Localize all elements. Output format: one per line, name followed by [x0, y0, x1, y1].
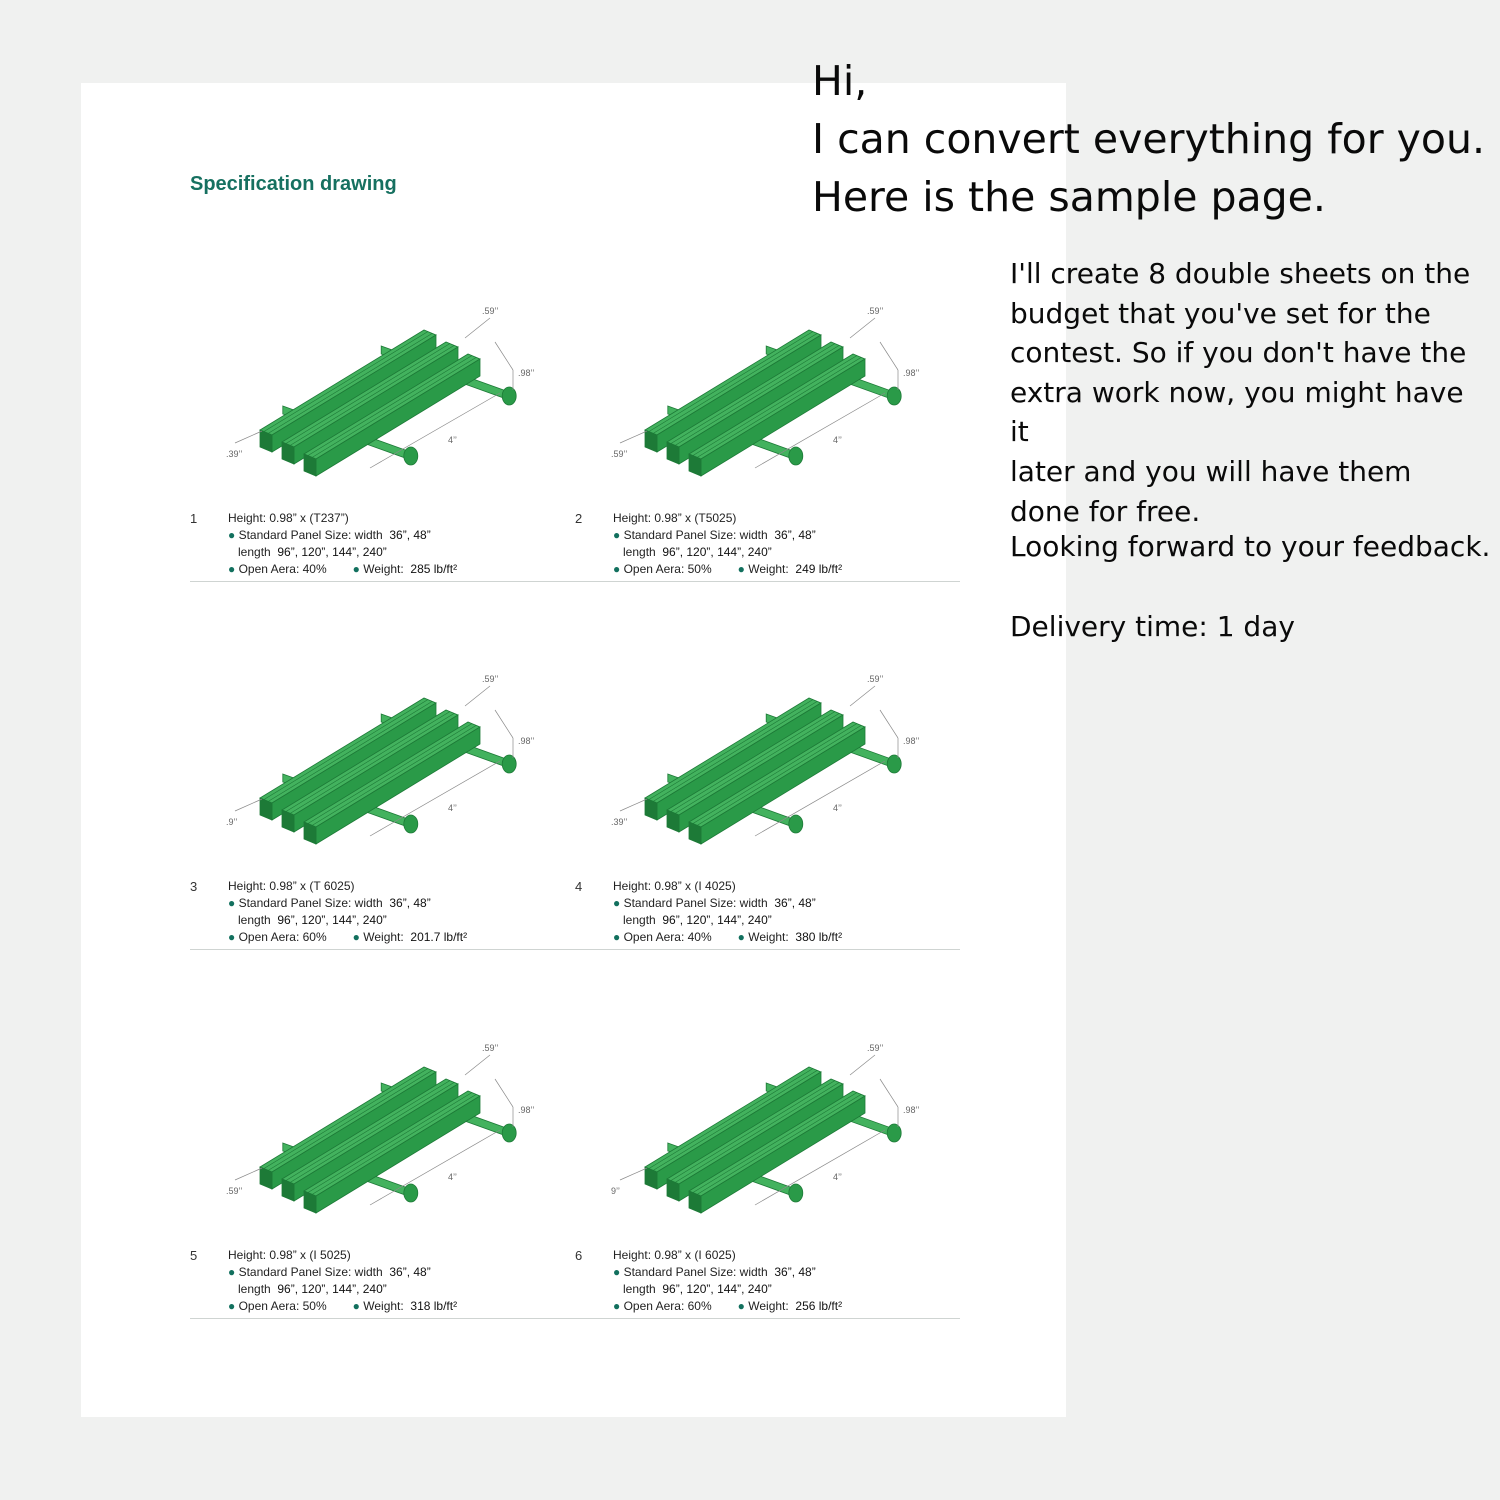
weight-label: Weight:	[748, 930, 789, 944]
dimension-line	[465, 1055, 490, 1075]
body-line: contest. So if you don't have the	[1010, 336, 1467, 370]
dimension-label: 4’’	[833, 435, 842, 445]
bullet-icon: ●	[613, 528, 621, 542]
spec-caption	[228, 1247, 457, 1315]
weight-label: Weight:	[748, 562, 789, 576]
body-line: done for free.	[1010, 494, 1201, 528]
dimension-line	[880, 342, 898, 370]
spec-number: 4	[575, 879, 583, 894]
rod-end	[404, 815, 418, 833]
bullet-icon: ●	[613, 1265, 621, 1279]
bullet-icon: ●	[737, 930, 745, 944]
rod-end	[789, 815, 803, 833]
dimension-line	[850, 686, 875, 706]
greeting-line: Here is the sample page.	[812, 173, 1326, 221]
bullet-icon: ●	[352, 930, 360, 944]
panel-width: 36”, 48”	[389, 1265, 431, 1279]
dimension-line	[620, 1168, 647, 1180]
height-label: Height: 0.98” x (T237”)	[228, 511, 349, 525]
dimension-label: 4’’	[448, 435, 457, 445]
dimension-line	[880, 1079, 898, 1107]
dimension-label: .98’’	[903, 368, 920, 378]
dimension-line	[495, 1079, 513, 1107]
divider-row-2	[190, 949, 960, 950]
greeting-line: I can convert everything for you.	[812, 115, 1485, 163]
length-label: length	[623, 913, 656, 927]
weight-label: Weight:	[363, 1299, 404, 1313]
bullet-icon: ●	[228, 930, 236, 944]
dimension-label: .9’’	[226, 817, 238, 827]
rod-end	[789, 1184, 803, 1202]
rod-end	[887, 1124, 901, 1142]
panel-label: Standard Panel Size: width	[623, 528, 768, 542]
bullet-icon: ●	[737, 1299, 745, 1313]
rod-end	[887, 387, 901, 405]
length-label: length	[238, 545, 271, 559]
feedback-line: Looking forward to your feedback.	[1010, 530, 1491, 563]
length-values: 96”, 120”, 144”, 240”	[662, 545, 772, 559]
rod-end	[502, 755, 516, 773]
body-line: budget that you've set for the	[1010, 296, 1431, 330]
rod-end	[789, 447, 803, 465]
dimension-label: .59’’	[611, 449, 628, 459]
rod-end	[404, 447, 418, 465]
length-label: length	[623, 545, 656, 559]
dimension-line	[465, 318, 490, 338]
grating-drawing	[226, 306, 534, 476]
spec-number: 2	[575, 511, 583, 526]
panel-width: 36”, 48”	[774, 1265, 816, 1279]
grating-drawing	[611, 306, 919, 476]
length-values: 96”, 120”, 144”, 240”	[277, 545, 387, 559]
grating-drawing	[611, 674, 919, 844]
bullet-icon: ●	[228, 528, 236, 542]
spec-item-5	[190, 1037, 570, 1319]
dimension-label: 9’’	[611, 1186, 620, 1196]
weight-value: 256 lb/ft²	[795, 1299, 843, 1313]
spec-caption	[613, 510, 842, 578]
open-area: Open Aera: 40%	[623, 930, 712, 944]
rod-end	[502, 387, 516, 405]
grating-drawing	[226, 1043, 534, 1213]
sheet-title: Specification drawing	[190, 173, 397, 195]
weight-value: 318 lb/ft²	[410, 1299, 458, 1313]
dimension-label: .39’’	[611, 817, 628, 827]
dimension-label: 4’’	[833, 1172, 842, 1182]
height-label: Height: 0.98” x (T5025)	[613, 511, 737, 525]
body-line: extra work now, you might have it	[1010, 375, 1464, 449]
panel-label: Standard Panel Size: width	[623, 1265, 768, 1279]
dimension-label: .98’’	[903, 736, 920, 746]
bullet-icon: ●	[613, 930, 621, 944]
dimension-line	[495, 710, 513, 738]
open-area: Open Aera: 50%	[623, 562, 712, 576]
grating-drawing	[611, 1043, 919, 1213]
greeting	[812, 52, 1492, 226]
spec-item-4	[575, 668, 955, 950]
grating-figure	[575, 668, 955, 858]
dimension-label: .59’’	[482, 1043, 499, 1053]
weight-value: 285 lb/ft²	[410, 562, 458, 576]
bullet-icon: ●	[228, 1265, 236, 1279]
spec-item-3	[190, 668, 570, 950]
rod-end	[404, 1184, 418, 1202]
spec-item-2	[575, 300, 955, 582]
dimension-label: 4’’	[833, 803, 842, 813]
grating-figure	[190, 668, 570, 858]
spec-item-6	[575, 1037, 955, 1319]
weight-label: Weight:	[363, 930, 404, 944]
dimension-label: .59’’	[867, 674, 884, 684]
spec-caption	[613, 1247, 842, 1315]
spec-caption	[228, 510, 457, 578]
panel-label: Standard Panel Size: width	[238, 1265, 383, 1279]
bullet-icon: ●	[613, 562, 621, 576]
dimension-label: .98’’	[518, 1105, 535, 1115]
grating-figure	[575, 300, 955, 490]
body-line: I'll create 8 double sheets on the	[1010, 257, 1471, 290]
divider-row-1	[190, 581, 960, 582]
height-label: Height: 0.98” x (I 6025)	[613, 1248, 736, 1262]
bullet-icon: ●	[613, 896, 621, 910]
weight-value: 201.7 lb/ft²	[410, 930, 468, 944]
panel-label: Standard Panel Size: width	[238, 896, 383, 910]
panel-width: 36”, 48”	[389, 528, 431, 542]
bullet-icon: ●	[228, 1299, 236, 1313]
dimension-label: .98’’	[518, 368, 535, 378]
weight-value: 249 lb/ft²	[795, 562, 843, 576]
height-label: Height: 0.98” x (I 5025)	[228, 1248, 351, 1262]
grating-figure	[575, 1037, 955, 1227]
bullet-icon: ●	[228, 562, 236, 576]
panel-label: Standard Panel Size: width	[623, 896, 768, 910]
open-area: Open Aera: 40%	[238, 562, 327, 576]
divider-row-3	[190, 1318, 960, 1319]
spec-number: 6	[575, 1248, 583, 1263]
bullet-icon: ●	[613, 1299, 621, 1313]
delivery-time: Delivery time: 1 day	[1010, 610, 1295, 643]
dimension-line	[850, 1055, 875, 1075]
weight-value: 380 lb/ft²	[795, 930, 843, 944]
message-body	[1010, 254, 1490, 531]
dimension-line	[620, 431, 647, 443]
spec-item-1	[190, 300, 570, 582]
dimension-label: .39’’	[226, 449, 243, 459]
body-line: later and you will have them	[1010, 454, 1412, 488]
dimension-line	[235, 431, 262, 443]
spec-number: 3	[190, 879, 198, 894]
dimension-line	[465, 686, 490, 706]
spec-caption	[228, 878, 467, 946]
length-values: 96”, 120”, 144”, 240”	[662, 913, 772, 927]
bullet-icon: ●	[228, 896, 236, 910]
dimension-line	[235, 1168, 262, 1180]
grating-drawing	[226, 674, 534, 844]
length-label: length	[623, 1282, 656, 1296]
spec-caption	[613, 878, 842, 946]
dimension-line	[620, 799, 647, 811]
bullet-icon: ●	[737, 562, 745, 576]
dimension-label: .59’’	[226, 1186, 243, 1196]
length-label: length	[238, 913, 271, 927]
height-label: Height: 0.98” x (I 4025)	[613, 879, 736, 893]
length-label: length	[238, 1282, 271, 1296]
rod-end	[887, 755, 901, 773]
length-values: 96”, 120”, 144”, 240”	[662, 1282, 772, 1296]
panel-label: Standard Panel Size: width	[238, 528, 383, 542]
panel-width: 36”, 48”	[774, 528, 816, 542]
dimension-label: .98’’	[903, 1105, 920, 1115]
bullet-icon: ●	[352, 1299, 360, 1313]
open-area: Open Aera: 60%	[623, 1299, 712, 1313]
length-values: 96”, 120”, 144”, 240”	[277, 913, 387, 927]
spec-number: 5	[190, 1248, 198, 1263]
dimension-label: .98’’	[518, 736, 535, 746]
spec-number: 1	[190, 511, 198, 526]
open-area: Open Aera: 60%	[238, 930, 327, 944]
open-area: Open Aera: 50%	[238, 1299, 327, 1313]
dimension-line	[495, 342, 513, 370]
weight-label: Weight:	[363, 562, 404, 576]
length-values: 96”, 120”, 144”, 240”	[277, 1282, 387, 1296]
dimension-label: .59’’	[482, 306, 499, 316]
dimension-label: 4’’	[448, 803, 457, 813]
height-label: Height: 0.98” x (T 6025)	[228, 879, 355, 893]
weight-label: Weight:	[748, 1299, 789, 1313]
dimension-label: .59’’	[867, 306, 884, 316]
grating-figure	[190, 300, 570, 490]
dimension-label: .59’’	[482, 674, 499, 684]
dimension-label: .59’’	[867, 1043, 884, 1053]
panel-width: 36”, 48”	[774, 896, 816, 910]
dimension-line	[850, 318, 875, 338]
dimension-line	[880, 710, 898, 738]
bullet-icon: ●	[352, 562, 360, 576]
grating-figure	[190, 1037, 570, 1227]
greeting-line: Hi,	[812, 57, 868, 105]
rod-end	[502, 1124, 516, 1142]
dimension-line	[235, 799, 262, 811]
panel-width: 36”, 48”	[389, 896, 431, 910]
dimension-label: 4’’	[448, 1172, 457, 1182]
